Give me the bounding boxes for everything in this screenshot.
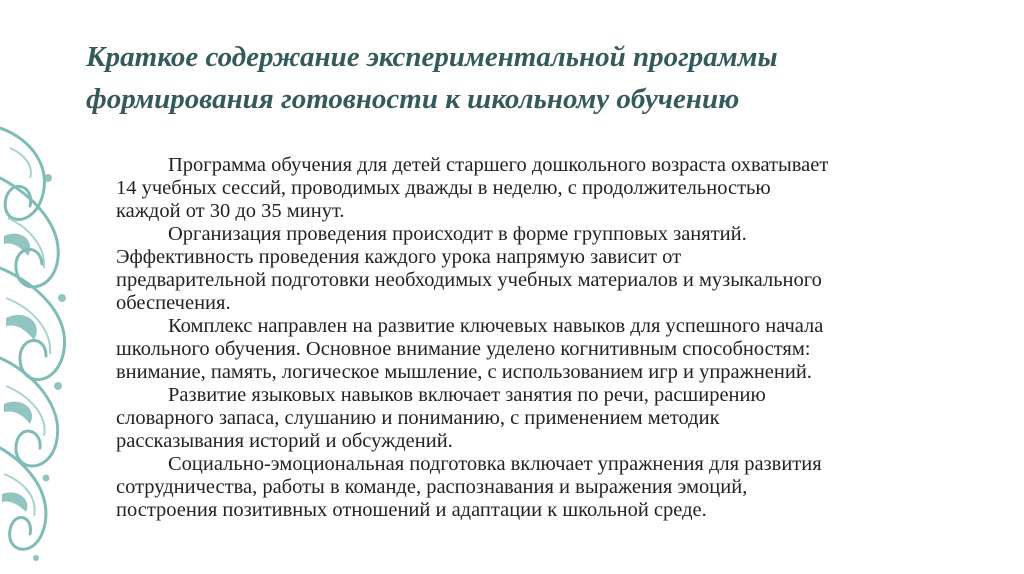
text-line: каждой от 30 до 35 минут. xyxy=(116,200,345,222)
text-line: обеспечения. xyxy=(116,292,231,314)
text-line: внимание, память, логическое мышление, с использованием игр и упражнений. xyxy=(116,361,812,383)
text-line: Комплекс направлен на развитие ключевых навыков для успешного начала xyxy=(168,315,824,337)
text-line: рассказывания историй и обсуждений. xyxy=(116,430,453,452)
text-line: словарного запаса, слушанию и пониманию, с применением методик xyxy=(116,407,720,429)
slide-title xyxy=(86,36,986,120)
text-line: Социально-эмоциональная подготовка включает упражнения для развития xyxy=(168,453,822,475)
paragraph xyxy=(116,223,976,315)
text-line: построения позитивных отношений и адаптации к школьной среде. xyxy=(116,499,707,521)
text-line: Эффективность проведения каждого урока напрямую зависит от xyxy=(116,246,682,268)
text-line: сотрудничества, работы в команде, распознавания и выражения эмоций, xyxy=(116,476,748,498)
title-line-2: формирования готовности к школьному обучению xyxy=(86,83,740,115)
paragraph xyxy=(116,384,976,453)
text-line: школьного обучения. Основное внимание уделено когнитивным способностям: xyxy=(116,338,811,360)
text-line: Организация проведения происходит в форме групповых занятий. xyxy=(168,223,747,245)
paragraph xyxy=(116,453,976,522)
text-line: 14 учебных сессий, проводимых дважды в неделю, с продолжительностью xyxy=(116,177,771,199)
text-line: Развитие языковых навыков включает занятия по речи, расширению xyxy=(168,384,766,406)
paragraph xyxy=(116,154,976,223)
floral-ornament-icon xyxy=(0,118,80,574)
text-line: предварительной подготовки необходимых учебных материалов и музыкального xyxy=(116,269,822,291)
text-line: Программа обучения для детей старшего дошкольного возраста охватывает xyxy=(168,154,829,176)
body-text xyxy=(116,154,976,522)
title-line-1: Краткое содержание экспериментальной программы xyxy=(86,41,778,73)
paragraph xyxy=(116,315,976,384)
